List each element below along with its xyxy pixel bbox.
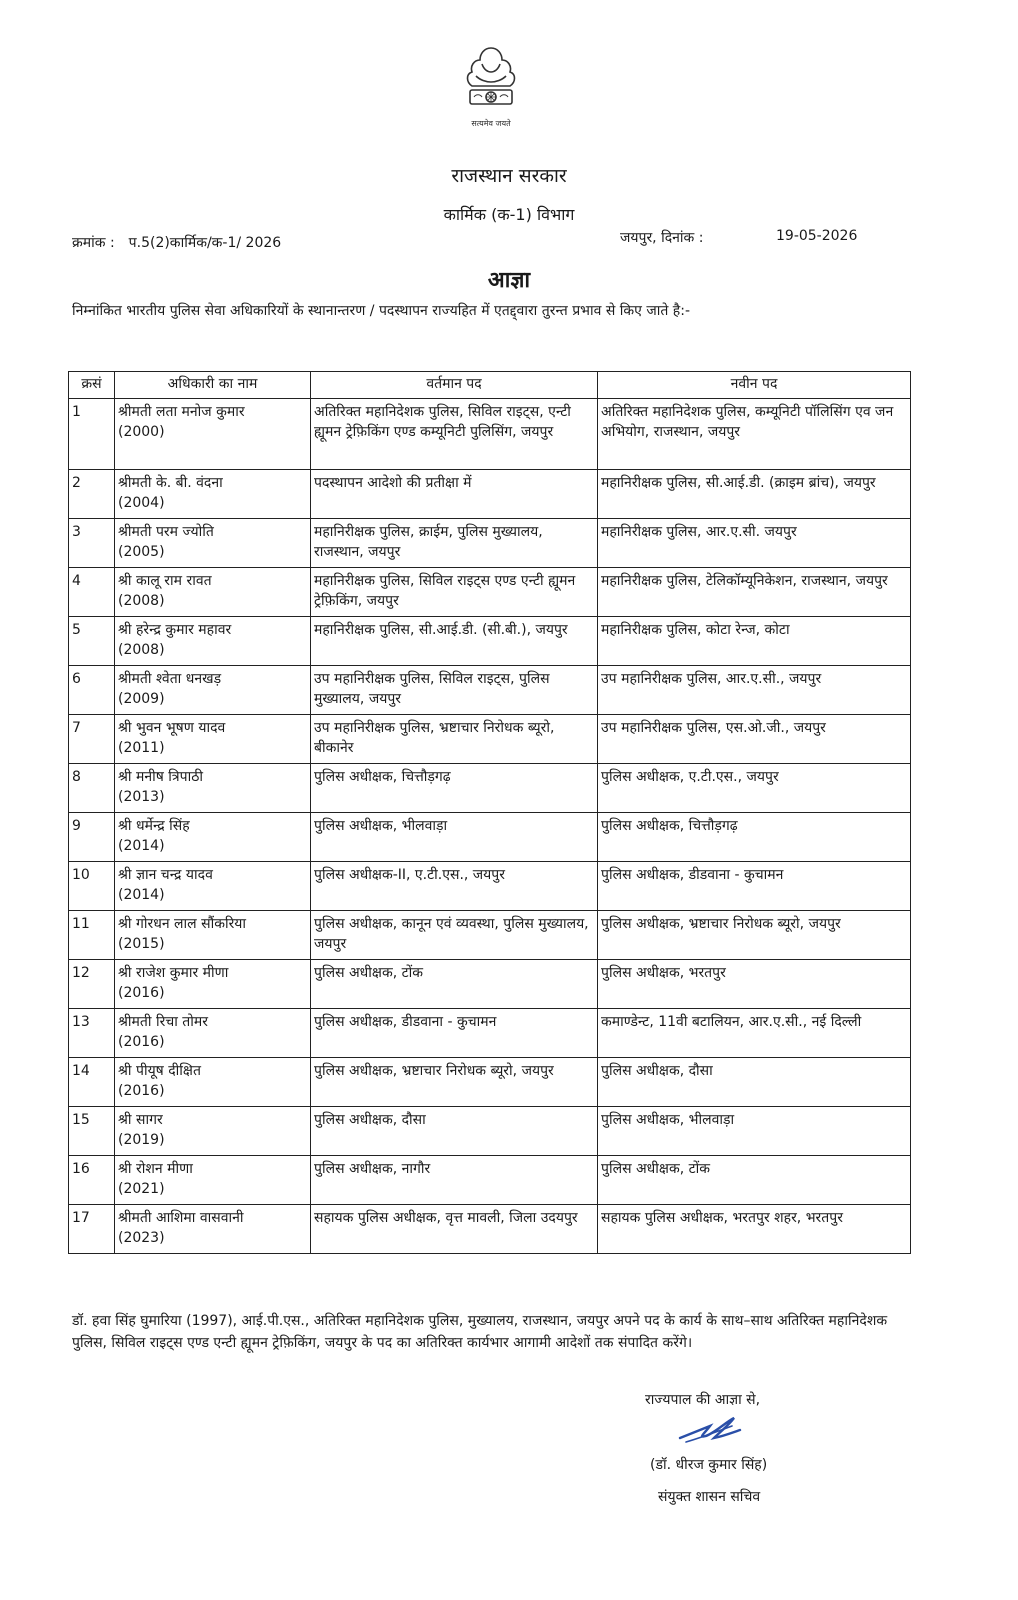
- cell-new-post: पुलिस अधीक्षक, भ्रष्टाचार निरोधक ब्यूरो, जयपुर: [598, 911, 911, 960]
- header-new-post: नवीन पद: [598, 372, 911, 399]
- cell-new-post: पुलिस अधीक्षक, भीलवाड़ा: [598, 1107, 911, 1156]
- table-row: [69, 519, 911, 568]
- by-order-of: राज्यपाल की आज्ञा से,: [645, 1392, 761, 1408]
- cell-officer: [115, 666, 311, 715]
- officer-name: श्री ज्ञान चन्द्र यादव: [118, 867, 213, 883]
- table-row: [69, 960, 911, 1009]
- officer-batch: (2016): [118, 1034, 165, 1050]
- cell-serial: 11: [69, 911, 115, 960]
- cell-officer: [115, 470, 311, 519]
- cell-new-post: कमाण्डेन्ट, 11वी बटालियन, आर.ए.सी., नई दिल्ली: [598, 1009, 911, 1058]
- cell-serial: 16: [69, 1156, 115, 1205]
- officer-batch: (2014): [118, 838, 165, 854]
- officer-batch: (2021): [118, 1181, 165, 1197]
- cell-officer: [115, 519, 311, 568]
- cell-serial: 5: [69, 617, 115, 666]
- order-number-label: क्रमांक :: [72, 235, 115, 251]
- cell-officer: [115, 1205, 311, 1254]
- officer-name: श्रीमती के. बी. वंदना: [118, 475, 223, 491]
- cell-new-post: महानिरीक्षक पुलिस, आर.ए.सी. जयपुर: [598, 519, 911, 568]
- cell-new-post: सहायक पुलिस अधीक्षक, भरतपुर शहर, भरतपुर: [598, 1205, 911, 1254]
- officer-name: श्री रोशन मीणा: [118, 1161, 193, 1177]
- cell-new-post: महानिरीक्षक पुलिस, कोटा रेन्ज, कोटा: [598, 617, 911, 666]
- cell-officer: [115, 1156, 311, 1205]
- cell-current-post: पुलिस अधीक्षक, नागौर: [311, 1156, 598, 1205]
- cell-current-post: महानिरीक्षक पुलिस, सी.आई.डी. (सी.बी.), जयपुर: [311, 617, 598, 666]
- place-date-label: जयपुर, दिनांक :: [620, 230, 704, 246]
- table-row: [69, 715, 911, 764]
- officer-batch: (2014): [118, 887, 165, 903]
- table-row: [69, 568, 911, 617]
- order-number-value: प.5(2)कार्मिक/क-1/ 2026: [128, 235, 282, 251]
- officer-name: श्रीमती परम ज्योति: [118, 524, 214, 540]
- table-row: [69, 470, 911, 519]
- officer-batch: (2013): [118, 789, 165, 805]
- cell-current-post: अतिरिक्त महानिदेशक पुलिस, सिविल राइट्स, एन्टी ह्यूमन ट्रेफ़िकिंग एण्ड कम्यूनिटी पुलिसिंग, जयपुर: [311, 399, 598, 470]
- cell-officer: [115, 1009, 311, 1058]
- cell-current-post: पदस्थापन आदेशो की प्रतीक्षा में: [311, 470, 598, 519]
- government-name: राजस्थान सरकार: [451, 165, 567, 187]
- cell-current-post: पुलिस अधीक्षक, कानून एवं व्यवस्था, पुलिस मुख्यालय, जयपुर: [311, 911, 598, 960]
- cell-current-post: पुलिस अधीक्षक, भ्रष्टाचार निरोधक ब्यूरो, जयपुर: [311, 1058, 598, 1107]
- transfer-table: [68, 371, 911, 1254]
- officer-batch: (2011): [118, 740, 165, 756]
- header-officer-name: अधिकारी का नाम: [115, 372, 311, 399]
- cell-officer: [115, 568, 311, 617]
- cell-serial: 1: [69, 399, 115, 470]
- cell-serial: 9: [69, 813, 115, 862]
- cell-new-post: पुलिस अधीक्षक, डीडवाना - कुचामन: [598, 862, 911, 911]
- cell-current-post: सहायक पुलिस अधीक्षक, वृत्त मावली, जिला उदयपुर: [311, 1205, 598, 1254]
- cell-officer: [115, 617, 311, 666]
- table-row: [69, 617, 911, 666]
- cell-officer: [115, 960, 311, 1009]
- cell-serial: 7: [69, 715, 115, 764]
- cell-new-post: पुलिस अधीक्षक, दौसा: [598, 1058, 911, 1107]
- order-date: 19-05-2026: [776, 228, 858, 244]
- cell-officer: [115, 715, 311, 764]
- officer-name: श्रीमती श्वेता धनखड़: [118, 671, 222, 687]
- cell-current-post: उप महानिरीक्षक पुलिस, सिविल राइट्स, पुलिस मुख्यालय, जयपुर: [311, 666, 598, 715]
- cell-serial: 3: [69, 519, 115, 568]
- cell-serial: 15: [69, 1107, 115, 1156]
- officer-batch: (2016): [118, 985, 165, 1001]
- cell-officer: [115, 813, 311, 862]
- officer-name: श्री भुवन भूषण यादव: [118, 720, 226, 736]
- department-name: कार्मिक (क-1) विभाग: [443, 205, 575, 224]
- cell-current-post: पुलिस अधीक्षक, भीलवाड़ा: [311, 813, 598, 862]
- officer-name: श्रीमती रिचा तोमर: [118, 1014, 208, 1030]
- cell-new-post: उप महानिरीक्षक पुलिस, आर.ए.सी., जयपुर: [598, 666, 911, 715]
- header-serial: क्रसं: [69, 372, 115, 399]
- cell-current-post: उप महानिरीक्षक पुलिस, भ्रष्टाचार निरोधक ब्यूरो, बीकानेर: [311, 715, 598, 764]
- officer-name: श्री गोरधन लाल सौंकरिया: [118, 916, 247, 932]
- officer-name: श्री हरेन्द्र कुमार महावर: [118, 622, 232, 638]
- header-current-post: वर्तमान पद: [311, 372, 598, 399]
- table-row: [69, 813, 911, 862]
- signatory-name: (डॉ. धीरज कुमार सिंह): [650, 1457, 768, 1473]
- cell-serial: 13: [69, 1009, 115, 1058]
- signature-icon: [676, 1408, 744, 1448]
- officer-batch: (2016): [118, 1083, 165, 1099]
- cell-current-post: पुलिस अधीक्षक, चित्तौड़गढ़: [311, 764, 598, 813]
- cell-serial: 10: [69, 862, 115, 911]
- officer-batch: (2019): [118, 1132, 165, 1148]
- cell-officer: [115, 1107, 311, 1156]
- cell-current-post: पुलिस अधीक्षक-II, ए.टी.एस., जयपुर: [311, 862, 598, 911]
- cell-current-post: पुलिस अधीक्षक, टोंक: [311, 960, 598, 1009]
- cell-officer: [115, 911, 311, 960]
- cell-current-post: पुलिस अधीक्षक, दौसा: [311, 1107, 598, 1156]
- cell-officer: [115, 862, 311, 911]
- cell-new-post: पुलिस अधीक्षक, टोंक: [598, 1156, 911, 1205]
- officer-batch: (2000): [118, 424, 165, 440]
- cell-new-post: पुलिस अधीक्षक, ए.टी.एस., जयपुर: [598, 764, 911, 813]
- officer-name: श्री कालू राम रावत: [118, 573, 212, 589]
- cell-current-post: महानिरीक्षक पुलिस, क्राईम, पुलिस मुख्यालय, राजस्थान, जयपुर: [311, 519, 598, 568]
- table-row: [69, 1058, 911, 1107]
- table-row: [69, 1205, 911, 1254]
- table-row: [69, 399, 911, 470]
- additional-charge-note: डॉ. हवा सिंह घुमारिया (1997), आई.पी.एस., अतिरिक्त महानिदेशक पुलिस, मुख्यालय, राजस्थान, जयपुर अपने पद के कार्य के साथ–साथ अतिरिक्त महानिदेशक पुलिस, सिविल राइट्स एण्ड एन्टी ह्यूमन ट्रेफ़िकिंग, जयपुर के पद का अतिरिक्त कार्यभार आगामी आदेशों तक संपादित करेंगे।: [72, 1313, 888, 1351]
- cell-serial: 14: [69, 1058, 115, 1107]
- officer-name: श्री राजेश कुमार मीणा: [118, 965, 229, 981]
- officer-batch: (2008): [118, 642, 165, 658]
- officer-name: श्री धर्मेन्द्र सिंह: [118, 818, 190, 834]
- cell-current-post: महानिरीक्षक पुलिस, सिविल राइट्स एण्ड एन्टी ह्यूमन ट्रेफ़िकिंग, जयपुर: [311, 568, 598, 617]
- cell-serial: 8: [69, 764, 115, 813]
- officer-batch: (2023): [118, 1230, 165, 1246]
- cell-officer: [115, 399, 311, 470]
- cell-serial: 2: [69, 470, 115, 519]
- officer-name: श्रीमती लता मनोज कुमार: [118, 404, 245, 420]
- table-row: [69, 764, 911, 813]
- officer-batch: (2015): [118, 936, 165, 952]
- officer-name: श्री सागर: [118, 1112, 163, 1128]
- cell-serial: 12: [69, 960, 115, 1009]
- cell-officer: [115, 764, 311, 813]
- cell-new-post: महानिरीक्षक पुलिस, सी.आई.डी. (क्राइम ब्रांच), जयपुर: [598, 470, 911, 519]
- cell-new-post: अतिरिक्त महानिदेशक पुलिस, कम्यूनिटी पॉलिसिंग एव जन अभियोग, राजस्थान, जयपुर: [598, 399, 911, 470]
- table-row: [69, 862, 911, 911]
- table-row: [69, 911, 911, 960]
- cell-new-post: पुलिस अधीक्षक, चित्तौड़गढ़: [598, 813, 911, 862]
- officer-name: श्री पीयूष दीक्षित: [118, 1063, 201, 1079]
- officer-batch: (2004): [118, 495, 165, 511]
- officer-batch: (2008): [118, 593, 165, 609]
- officer-batch: (2009): [118, 691, 165, 707]
- intro-text: निम्नांकित भारतीय पुलिस सेवा अधिकारियों के स्थानान्तरण / पदस्थापन राज्यहित में एतद्द्वारा तुरन्त प्रभाव से किए जाते है:-: [72, 303, 690, 319]
- order-title: आज्ञा: [487, 268, 531, 293]
- cell-serial: 4: [69, 568, 115, 617]
- order-number: [72, 233, 281, 252]
- cell-officer: [115, 1058, 311, 1107]
- officer-name: श्री मनीष त्रिपाठी: [118, 769, 203, 785]
- cell-current-post: पुलिस अधीक्षक, डीडवाना - कुचामन: [311, 1009, 598, 1058]
- cell-serial: 6: [69, 666, 115, 715]
- officer-batch: (2005): [118, 544, 165, 560]
- cell-new-post: पुलिस अधीक्षक, भरतपुर: [598, 960, 911, 1009]
- cell-new-post: उप महानिरीक्षक पुलिस, एस.ओ.जी., जयपुर: [598, 715, 911, 764]
- table-header-row: [69, 372, 911, 399]
- emblem-motto: सत्यमेव जयते: [471, 119, 511, 128]
- table-row: [69, 1156, 911, 1205]
- cell-serial: 17: [69, 1205, 115, 1254]
- table-row: [69, 1009, 911, 1058]
- table-row: [69, 1107, 911, 1156]
- table-row: [69, 666, 911, 715]
- officer-name: श्रीमती आशिमा वासवानी: [118, 1210, 244, 1226]
- cell-new-post: महानिरीक्षक पुलिस, टेलिकॉम्यूनिकेशन, राजस्थान, जयपुर: [598, 568, 911, 617]
- signatory-designation: संयुक्त शासन सचिव: [658, 1489, 761, 1505]
